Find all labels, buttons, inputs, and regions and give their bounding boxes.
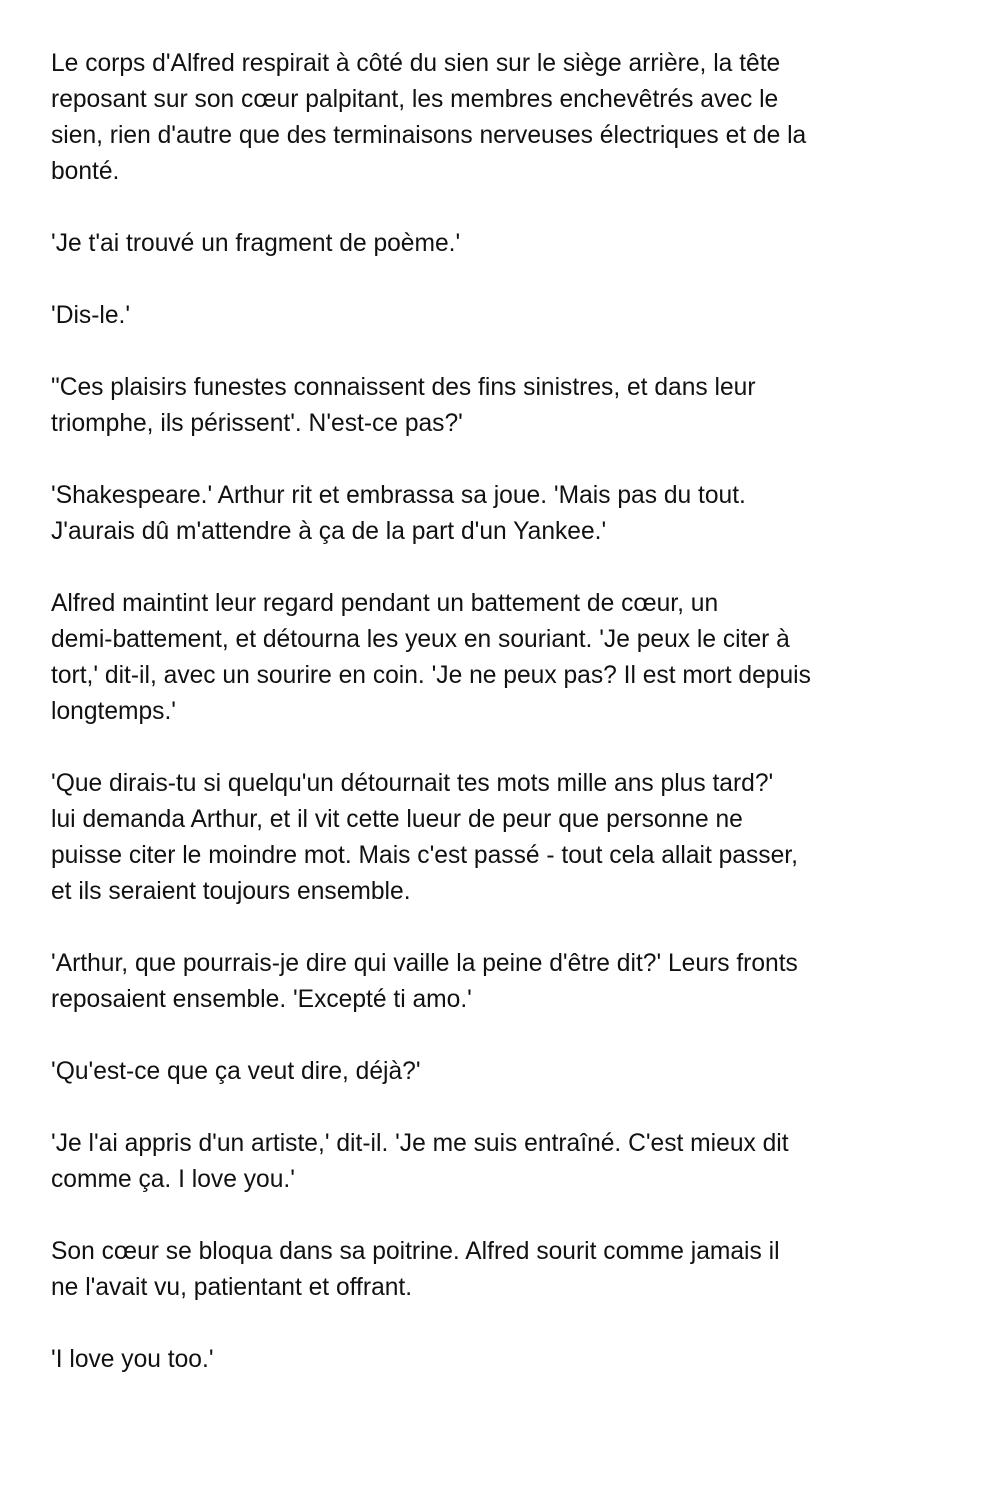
paragraph-11: Son cœur se bloqua dans sa poitrine. Alfred sourit comme jamais il ne l'avait vu, patientant et offrant.	[51, 1238, 780, 1301]
paragraph-2: 'Je t'ai trouvé un fragment de poème.'	[51, 230, 461, 257]
paragraph-4: "Ces plaisirs funestes connaissent des fins sinistres, et dans leur triomphe, ils périssent'. N'est-ce pas?'	[51, 374, 756, 437]
paragraph-10: 'Je l'ai appris d'un artiste,' dit-il. 'Je me suis entraîné. C'est mieux dit comme ça. I love you.'	[51, 1130, 789, 1193]
paragraph-6: Alfred maintint leur regard pendant un battement de cœur, un demi-battement, et détourna les yeux en souriant. 'Je peux le citer à tort,' dit-il, avec un sourire en coin. 'Je ne peux pas? Il est mort depuis longtemps.'	[51, 590, 811, 725]
paragraph-12: 'I love you too.'	[51, 1346, 214, 1373]
paragraph-7: 'Que dirais-tu si quelqu'un détournait tes mots mille ans plus tard?' lui demanda Arthur, et il vit cette lueur de peur que personne ne puisse citer le moindre mot. Mais c'est passé - tout cela allait passer, et ils seraient toujours ensemble.	[51, 770, 798, 905]
paragraph-8: 'Arthur, que pourrais-je dire qui vaille la peine d'être dit?' Leurs fronts reposaient ensemble. 'Excepté ti amo.'	[51, 950, 798, 1013]
paragraph-1: Le corps d'Alfred respirait à côté du sien sur le siège arrière, la tête reposant sur son cœur palpitant, les membres enchevêtrés avec le sien, rien d'autre que des terminaisons nerveuses électriques et de la bonté.	[51, 50, 807, 185]
paragraph-3: 'Dis-le.'	[51, 302, 131, 329]
document-page	[51, 46, 956, 1414]
paragraph-9: 'Qu'est-ce que ça veut dire, déjà?'	[51, 1058, 421, 1085]
paragraph-5: 'Shakespeare.' Arthur rit et embrassa sa joue. 'Mais pas du tout. J'aurais dû m'attendre à ça de la part d'un Yankee.'	[51, 482, 746, 545]
